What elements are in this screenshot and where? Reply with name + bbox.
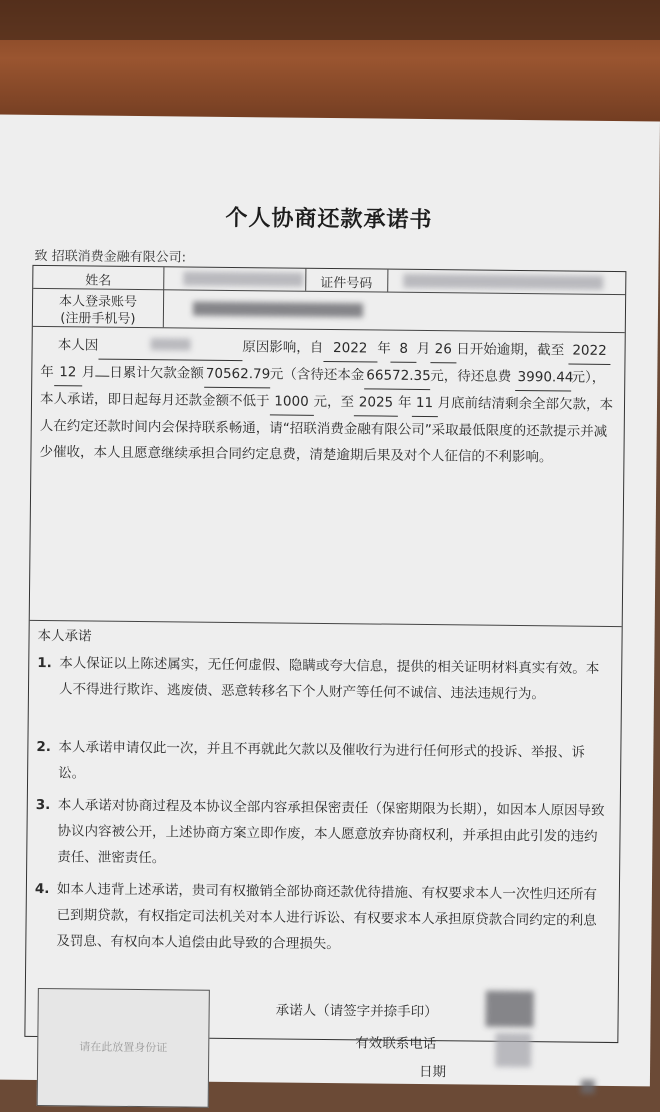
commitment-paragraph: 本人因 原因影响，自 2022 年 8 月 26 日开始逾期，截至 2022年 12 月 日累计欠款金额 70562.79元（含待还本金 66572.35元，待还息费 3990.44元），本人承诺，即日起每月还款金额不低于 1000 元，至 2025 年 11 月底前结清剩余全部欠款，本人在约定还款时间内会保持联系畅通，请“招联消费金融有限公司”采取最低限度的还款提示并减少催收，本人且愿意继续承担合同约定息费，清楚逾期后果及对个人征信的不利影响。 — [39, 332, 615, 471]
overdue-day: 26 — [430, 336, 456, 363]
promise-item-2: 2. 本人承诺申请仅此一次，并且不再就此欠款以及催收行为进行任何形式的投诉、举报、诉讼。 — [36, 738, 585, 782]
cutoff-month: 12 — [54, 359, 82, 386]
account-sublabel: (注册手机号) — [60, 311, 136, 327]
signer-label: 承诺人（请签字并捺手印） — [275, 1002, 438, 1021]
reason-field — [98, 333, 242, 362]
cutoff-year: 2022 — [568, 338, 610, 365]
phone-label: 有效联系电话 — [355, 1035, 437, 1053]
total-amount: 70562.79 — [204, 361, 270, 389]
principal-amount: 66572.35 — [364, 362, 430, 390]
signature-redaction — [485, 991, 533, 1028]
name-label: 姓名 — [85, 273, 112, 289]
end-month: 11 — [411, 390, 437, 417]
addressee-line: 致 招联消费金融有限公司: — [34, 248, 187, 266]
paragraph-divider — [30, 620, 622, 627]
id-number-label: 证件号码 — [320, 275, 373, 292]
monthly-amount: 1000 — [269, 388, 313, 415]
id-number-redaction — [403, 274, 603, 290]
account-row — [33, 288, 625, 333]
document-title: 个人协商还款承诺书 — [225, 205, 433, 234]
cutoff-day — [95, 376, 109, 377]
promise-item-3: 3. 本人承诺对协商过程及本协议全部内容承担保密责任（保密期限为长期），如因本人原因导致协议内容被公开，上述协商方案立即作废，本人愿意放弃协商权利，并承担由此引发的违约责任、泄密责任。 — [35, 796, 605, 867]
promise-item-1: 1. 本人保证以上陈述属实，无任何虚假、隐瞒或夸大信息，提供的相关证明材料真实有效。本人不得进行欺诈、逃废债、恶意转移名下个人财产等任何不诚信、违法违规行为。 — [37, 654, 600, 703]
document-page — [0, 115, 660, 1087]
id-card-placeholder: 请在此放置身份证 — [37, 988, 210, 1108]
promise-heading: 本人承诺 — [37, 627, 92, 645]
phone-redaction — [495, 1033, 531, 1067]
account-label: 本人登录账号 — [58, 294, 138, 310]
form-frame — [24, 265, 626, 1081]
date-redaction — [581, 1080, 595, 1094]
overdue-month: 8 — [391, 336, 417, 363]
end-year: 2025 — [354, 389, 398, 416]
interest-amount: 3990.44 — [515, 364, 571, 392]
name-redaction — [183, 271, 303, 286]
promise-item-4: 4. 如本人违背上述承诺，贵司有权撤销全部协商还款优待措施、有权要求本人一次性归还所有已到期贷款，有权指定司法机关对本人进行诉讼、有权要求本人承担原贷款合同约定的利息及罚息、有权向本人追偿由此导致的合理损失。 — [34, 880, 597, 953]
account-redaction — [193, 302, 363, 318]
wood-shadow — [0, 0, 660, 40]
overdue-year: 2022 — [323, 335, 377, 363]
date-label: 日期 — [418, 1063, 447, 1081]
